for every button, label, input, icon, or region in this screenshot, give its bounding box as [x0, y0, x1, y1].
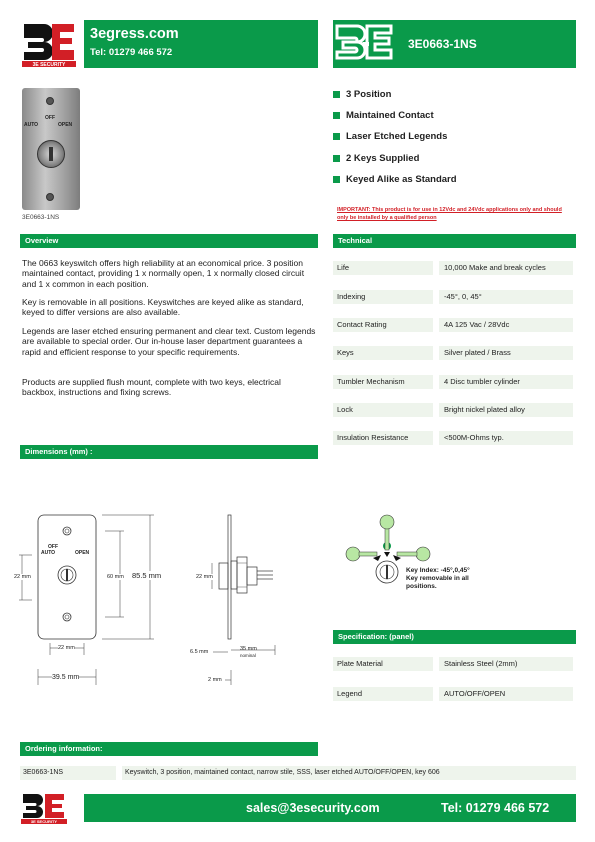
photo-legend-open: OPEN	[58, 122, 73, 128]
technical-heading: Technical	[333, 234, 576, 248]
dim-60mm: 60 mm	[107, 574, 124, 580]
technical-row: Life 10,000 Make and break cycles	[333, 261, 573, 275]
footer-email[interactable]: sales@3esecurity.com	[246, 801, 380, 815]
ordering-heading: Ordering information:	[20, 742, 318, 756]
feature-item: Keyed Alike as Standard	[333, 172, 457, 186]
dim-6mm: 6.5 mm	[190, 649, 209, 655]
specification-heading: Specification: (panel)	[333, 630, 576, 644]
dim-35mm: 35 mm	[240, 646, 257, 652]
header-product-bar	[333, 20, 576, 68]
front-view-drawing	[10, 505, 180, 690]
feature-item: Laser Etched Legends	[333, 129, 447, 143]
dim-22mm-left: 22 mm	[14, 574, 31, 580]
dim-39mm: 39.5 mm	[52, 674, 80, 681]
company-phone: Tel: 01279 466 572	[90, 47, 173, 58]
front-legend-auto: AUTO	[41, 550, 56, 556]
specification-row: Plate Material Stainless Steel (2mm)	[333, 657, 573, 671]
overview-paragraph: Legends are laser etched ensuring permanent and clear text. Custom legends are available to special order. Our in-house laser department guarantees a rapid and efficient response to your specific requirements.	[22, 326, 316, 357]
overview-paragraph: Key is removable in all positions. Keyswitches are keyed alike as standard, keyed to differ versions are also available.	[22, 297, 304, 318]
technical-row: Indexing -45°, 0, 45°	[333, 290, 573, 304]
ordering-description: Keyswitch, 3 position, maintained contact, narrow stile, SSS, laser etched AUTO/OFF/OPEN, key 606	[122, 766, 576, 780]
technical-row: Tumbler Mechanism 4 Disc tumbler cylinder	[333, 375, 573, 389]
dimensions-heading: Dimensions (mm) :	[20, 445, 318, 459]
side-view-drawing	[185, 505, 305, 690]
ordering-row	[20, 766, 576, 780]
feature-item: 2 Keys Supplied	[333, 151, 419, 165]
footer-phone: Tel: 01279 466 572	[441, 801, 550, 815]
dim-35mm-sub: nominal	[240, 653, 256, 658]
header-logo	[20, 20, 78, 68]
overview-paragraph: The 0663 keyswitch offers high reliability at an economical price. 3 position maintained contact, providing 1 x normally open, 1 x normally closed circuit and 1 x common in each position.	[22, 258, 305, 289]
dim-2mm: 2 mm	[208, 677, 222, 683]
key-removable-label: Key removable in all positions.	[406, 575, 469, 590]
header-contact-bar	[84, 20, 318, 68]
photo-legend-auto: AUTO	[24, 122, 39, 128]
feature-item: Maintained Contact	[333, 108, 434, 122]
technical-row: Insulation Resistance <500M-Ohms typ.	[333, 431, 573, 445]
front-legend-open: OPEN	[75, 550, 90, 556]
product-photo	[22, 88, 80, 210]
key-cylinder-icon	[37, 140, 65, 168]
footer-logo-text: 3E SECURITY	[30, 819, 58, 824]
technical-row: Keys Silver plated / Brass	[333, 346, 573, 360]
ordering-code: 3E0663-1NS	[20, 766, 116, 780]
specification-row: Legend AUTO/OFF/OPEN	[333, 687, 573, 701]
dim-22mm-side: 22 mm	[196, 574, 213, 580]
photo-caption: 3E0663-1NS	[22, 214, 60, 221]
technical-row: Contact Rating 4A 125 Vac / 28Vdc	[333, 318, 573, 332]
company-website[interactable]: 3egress.com	[90, 26, 179, 42]
photo-legend-off: OFF	[45, 115, 55, 121]
dim-22mm-bottom: 22 mm	[58, 645, 75, 651]
dim-85mm: 85.5 mm	[132, 571, 162, 580]
overview-heading: Overview	[20, 234, 318, 248]
product-code-title: 3E0663-1NS	[408, 37, 477, 51]
logo-mark-icon	[333, 20, 399, 68]
footer-bar	[84, 794, 576, 822]
important-notice: IMPORTANT: This product is for use in 12Vdc and 24Vdc applications only and should only be installed by a qualified person	[337, 207, 562, 221]
header-logo-text: 3E SECURITY	[32, 62, 66, 68]
overview-paragraph: Products are supplied flush mount, complete with two keys, electrical backbox, instructions and fixing screws.	[22, 377, 281, 398]
key-index-label: Key Index: -45°,0,45°	[406, 567, 470, 574]
feature-item: 3 Position	[333, 87, 391, 101]
footer-logo	[20, 792, 68, 824]
front-legend-off: OFF	[48, 544, 58, 550]
technical-row: Lock Bright nickel plated alloy	[333, 403, 573, 417]
